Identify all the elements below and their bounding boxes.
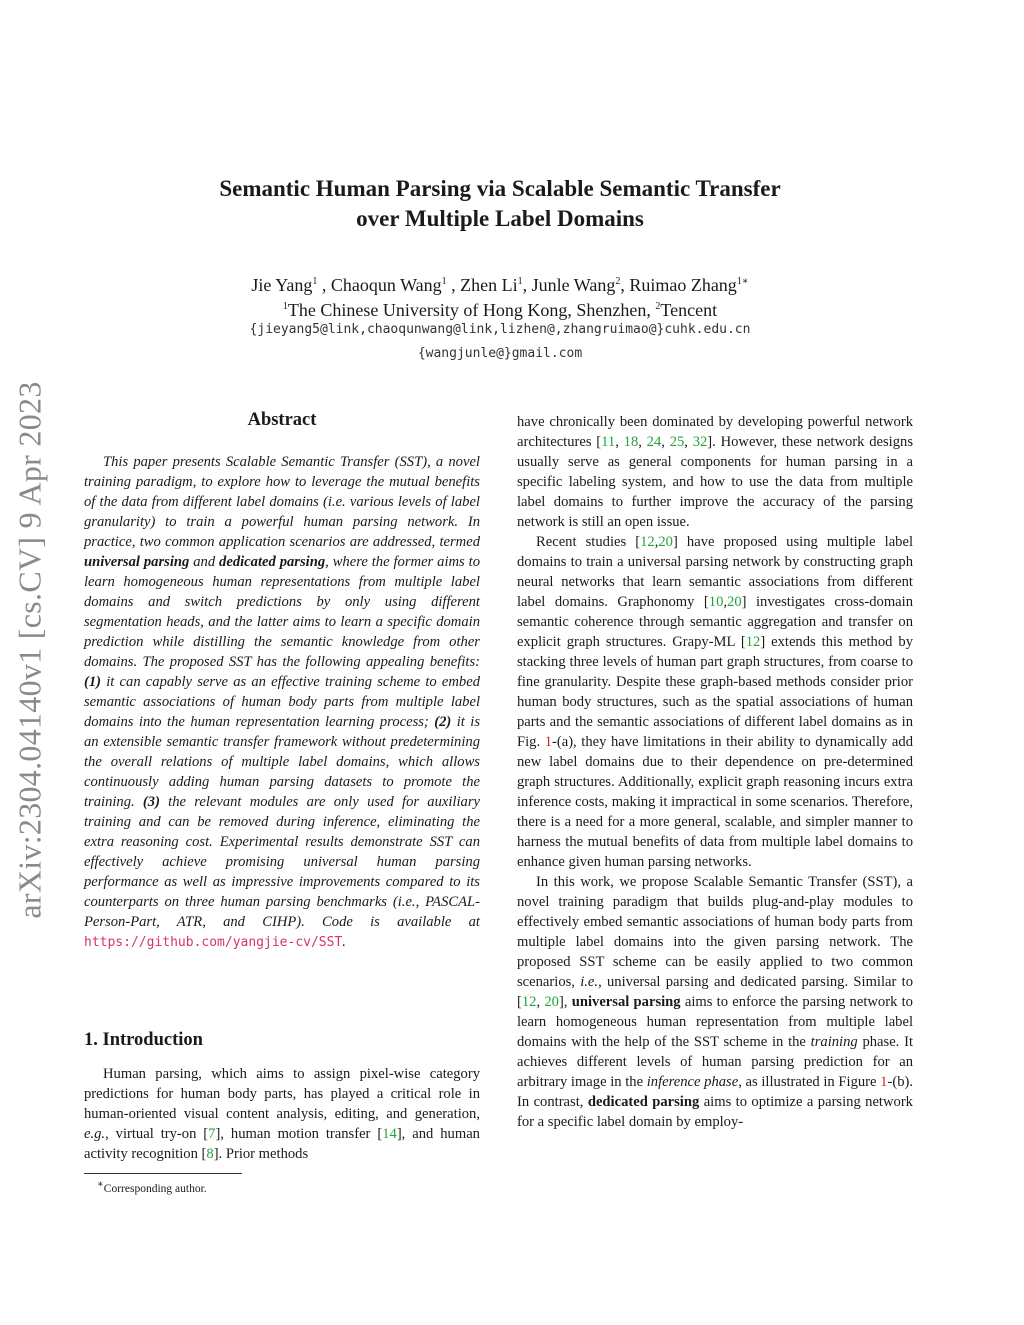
italic-term: inference phase bbox=[646, 1074, 739, 1090]
italic-term: i.e. bbox=[580, 974, 599, 990]
citation-link[interactable]: 20 bbox=[544, 994, 559, 1010]
text-run: virtual try-on [ bbox=[108, 1126, 209, 1142]
paragraph: In this work, we propose Scalable Semantic Transfer (SST), a novel training paradigm that builds plug-and-play modules to effectively embed semantic associations of human body parts from multiple label domains into the given parsing network. The proposed SST scheme can be easily applied to two common scenarios, i.e., universal parsing and dedicated parsing. Similar to [12, 20], universal parsing aims to enforce the parsing network to learn homogeneous human representation from multiple label domains with the help of the SST scheme in the training phase. It achieves different levels of human parsing prediction for an arbitrary image in the inference phase, as illustrated in Figure 1-(b). In contrast, dedicated parsing aims to optimize a parsing network for a specific label domain by employ- bbox=[517, 874, 913, 1130]
italic-term: e.g., bbox=[84, 1126, 109, 1142]
arxiv-stamp bbox=[8, 360, 52, 940]
affiliation: The Chinese University of Hong Kong, Shenzhen, bbox=[287, 300, 651, 320]
text-run: , universal parsing and dedicated parsing. Similar to [ bbox=[517, 974, 913, 1010]
arxiv-stamp-text: arXiv:2304.04140v1 [cs.CV] 9 Apr 2023 bbox=[11, 381, 48, 919]
bold-term: universal parsing bbox=[84, 554, 190, 570]
code-link[interactable]: https://github.com/yangjie-cv/SST bbox=[84, 935, 343, 950]
footnote-mark: ∗ bbox=[97, 1179, 104, 1190]
text-run: phase. It achieves different levels of human parsing prediction for an arbitrary image in the bbox=[517, 1034, 913, 1090]
citation-link[interactable]: 24 bbox=[646, 434, 662, 450]
right-column bbox=[517, 412, 913, 1132]
email-line-2: {wangjunle@}gmail.com bbox=[417, 346, 583, 361]
text-run: Recent studies [ bbox=[536, 534, 641, 550]
bold-term: dedicated parsing bbox=[587, 1094, 700, 1110]
text-run: aims to enforce the parsing network to learn homogeneous human representation from multiple label domains with the help of the SST scheme in the bbox=[517, 994, 913, 1050]
author-name: Chaoqun Wang bbox=[330, 275, 442, 295]
figure-ref-link[interactable]: 1 bbox=[544, 734, 552, 750]
text-run: ], bbox=[558, 994, 572, 1010]
bold-term: (2) bbox=[434, 714, 452, 730]
author-affil-mark: 2 bbox=[615, 276, 621, 287]
text-run: , where the former aims to learn homogeneous human representations from multiple label domains and switch predictions by only using different segmentation heads, and the latter aims to learn a specific domain prediction while distilling the semantic knowledge from other domains. The proposed SST has the following appealing benefits: bbox=[84, 554, 480, 670]
citation-link[interactable]: 20 bbox=[727, 594, 742, 610]
bold-term: (1) bbox=[84, 674, 102, 690]
paragraph: have chronically been dominated by developing powerful network architectures [11, 18, 24, 25, 32]. However, these network designs usually serve as general components for human parsing in a specific labeling system, and how to use the data from multiple label domains to further improve the accuracy of the parsing network is still an open issue. bbox=[517, 414, 914, 530]
text-run: ] have proposed using multiple label domains to train a universal parsing network by constructing graph neural networks that learn semantic associations from different label domains. Graphonomy [ bbox=[517, 534, 914, 610]
author-name: Jie Yang bbox=[251, 275, 313, 295]
bold-term: dedicated parsing bbox=[219, 554, 326, 570]
text-run: ], human motion transfer [ bbox=[215, 1126, 383, 1142]
text-run: ], and human activity recognition [ bbox=[84, 1126, 480, 1162]
text-run: have chronically been dominated by developing powerful network architectures [ bbox=[517, 414, 913, 450]
italic-term: training bbox=[810, 1034, 858, 1050]
author-name: Zhen Li bbox=[460, 275, 518, 295]
title-line-2: over Multiple Label Domains bbox=[356, 206, 644, 231]
author-list: Jie Yang$^1$ , Chaoqun Wang$^1$ , Zhen Li$^1$, Junle Wang$^2$, Ruimao Zhang$^{1∗}$ bbox=[251, 275, 749, 295]
citation-link[interactable]: 25 bbox=[669, 434, 685, 450]
text-run: it can capably serve as an effective training scheme to embed semantic associations of human body parts from multiple label domains into the human representation learning process; bbox=[84, 674, 480, 730]
text-run: , as illustrated in Figure bbox=[738, 1074, 881, 1090]
citation-link[interactable]: 12 bbox=[640, 534, 655, 550]
author-affil-mark: 1 bbox=[517, 276, 523, 287]
text-run: . bbox=[342, 934, 346, 950]
text-run: -(b). In contrast, bbox=[517, 1074, 913, 1110]
abstract-body bbox=[84, 452, 480, 953]
intro-heading: 1. Introduction bbox=[84, 1030, 203, 1050]
citation-link[interactable]: 20 bbox=[658, 534, 673, 550]
footnote-text: Corresponding author. bbox=[103, 1182, 207, 1195]
citation-link[interactable]: 12 bbox=[745, 634, 761, 650]
text-run: and bbox=[189, 554, 220, 570]
bold-term: universal parsing bbox=[571, 994, 681, 1010]
text-run: aims to optimize a parsing network for a specific label domain by employ- bbox=[517, 1094, 913, 1130]
email-line-1: {jieyang5@link,chaoqunwang@link,lizhen@,zhangruimao@}cuhk.edu.cn bbox=[249, 322, 751, 337]
text-run: ] extends this method by stacking three levels of human part graph structures, from coarse to fine granularity. Despite these graph-based methods consider prior human body structures, such as the spatial associations of human parts and the semantic associations of different label domains as in Fig. bbox=[517, 634, 913, 750]
footnote bbox=[97, 1179, 207, 1195]
citation-link[interactable]: 11 bbox=[601, 434, 616, 450]
figure-ref-link[interactable]: 1 bbox=[880, 1074, 888, 1090]
affiliations bbox=[100, 295, 900, 322]
affil-mark: 1 bbox=[282, 301, 288, 312]
text-run: ]. However, these network designs usually serve as general components for human parsing in a specific labeling system, and how to use the data from multiple label domains to further improve the accuracy of the parsing network is still an open issue. bbox=[517, 434, 914, 530]
footnote-divider bbox=[84, 1173, 242, 1174]
text-run: the relevant modules are only used for auxiliary training and can be removed during inference, eliminating the extra reasoning cost. Experimental results demonstrate SST can effectively achieve promising universal human parsing performance as well as impressive improvements compared to its counterparts on three human parsing benchmarks (i.e., PASCAL-Person-Part, ATR, and CIHP). Code is available at bbox=[84, 794, 480, 930]
author-name: Junle Wang bbox=[531, 275, 616, 295]
abstract-heading: Abstract bbox=[247, 410, 317, 430]
text-run: ] investigates cross-domain semantic coherence through semantic aggregation and transfer on explicit graph structures. Grapy-ML [ bbox=[517, 594, 913, 650]
text-run: -(a), they have limitations in their ability to dynamically add new label domains due to their dependence on pre-determined graph structures. Additionally, explicit graph reasoning incurs extra inference costs, making it impractical in some scenarios. Therefore, there is a need for a more general, scalable, and simpler manner to harness the mutual benefits of data from multiple label domains to enhance given human parsing networks. bbox=[517, 734, 913, 870]
paragraph: Recent studies [12,20] have proposed using multiple label domains to train a universal parsing network by constructing graph neural networks that learn semantic associations from different label domains. Graphonomy [10,20] investigates cross-domain semantic coherence through semantic aggregation and transfer on explicit graph structures. Grapy-ML [12] extends this method by stacking three levels of human part graph structures, from coarse to fine granularity. Despite these graph-based methods consider prior human body structures, such as the spatial associations of human parts and the semantic associations of different label domains as in Fig. 1-(a), they have limitations in their ability to dynamically add new label domains due to their dependence on pre-determined graph structures. Additionally, explicit graph reasoning incurs extra inference costs, making it impractical in some scenarios. Therefore, there is a need for a more general, scalable, and simpler manner to harness the mutual benefits of data from multiple label domains to enhance given human parsing networks. bbox=[517, 534, 914, 870]
text-run: Human parsing, which aims to assign pixel-wise category predictions for human body parts, has played a critical role in human-oriented visual content analysis, editing, and generation, bbox=[84, 1066, 480, 1122]
text-run: ]. Prior methods bbox=[213, 1146, 309, 1162]
text-run: it is an extensible semantic transfer framework without predetermining the overall relations of multiple label domains, which allows continuously adding human parsing datasets to promote the training. bbox=[84, 714, 480, 810]
affiliation: Tencent bbox=[660, 300, 718, 320]
author-affil-mark: 1∗ bbox=[736, 276, 749, 287]
bold-term: (3) bbox=[142, 794, 160, 810]
citation-link[interactable]: 12 bbox=[521, 994, 537, 1010]
citation-link[interactable]: 18 bbox=[623, 434, 639, 450]
paper-title bbox=[150, 174, 850, 234]
citation-link[interactable]: 7 bbox=[208, 1126, 216, 1142]
citation-link[interactable]: 14 bbox=[382, 1126, 397, 1142]
title-line-1: Semantic Human Parsing via Scalable Semantic Transfer bbox=[219, 176, 781, 201]
text-run: In this work, we propose Scalable Semantic Transfer (SST), a novel training paradigm that builds plug-and-play modules to effectively embed semantic associations of human body parts from multiple label domains into the given parsing network. The proposed SST scheme can be easily applied to two common scenarios, bbox=[517, 874, 913, 990]
citation-link[interactable]: 32 bbox=[692, 434, 708, 450]
text-run: This paper presents Scalable Semantic Transfer (SST), a novel training paradigm, to explore how to leverage the mutual benefits of the data from different label domains (i.e. various levels of label granularity) to train a powerful human parsing network. In practice, two common application scenarios are addressed, termed bbox=[84, 454, 480, 550]
author-affil-mark: 1 bbox=[441, 276, 447, 287]
intro-paragraph bbox=[84, 1064, 480, 1164]
affil-mark: 2 bbox=[655, 301, 661, 312]
author-affil-mark: 1 bbox=[312, 276, 318, 287]
author-name: Ruimao Zhang bbox=[629, 275, 737, 295]
citation-link[interactable]: 8 bbox=[206, 1146, 214, 1162]
citation-link[interactable]: 10 bbox=[708, 594, 724, 610]
